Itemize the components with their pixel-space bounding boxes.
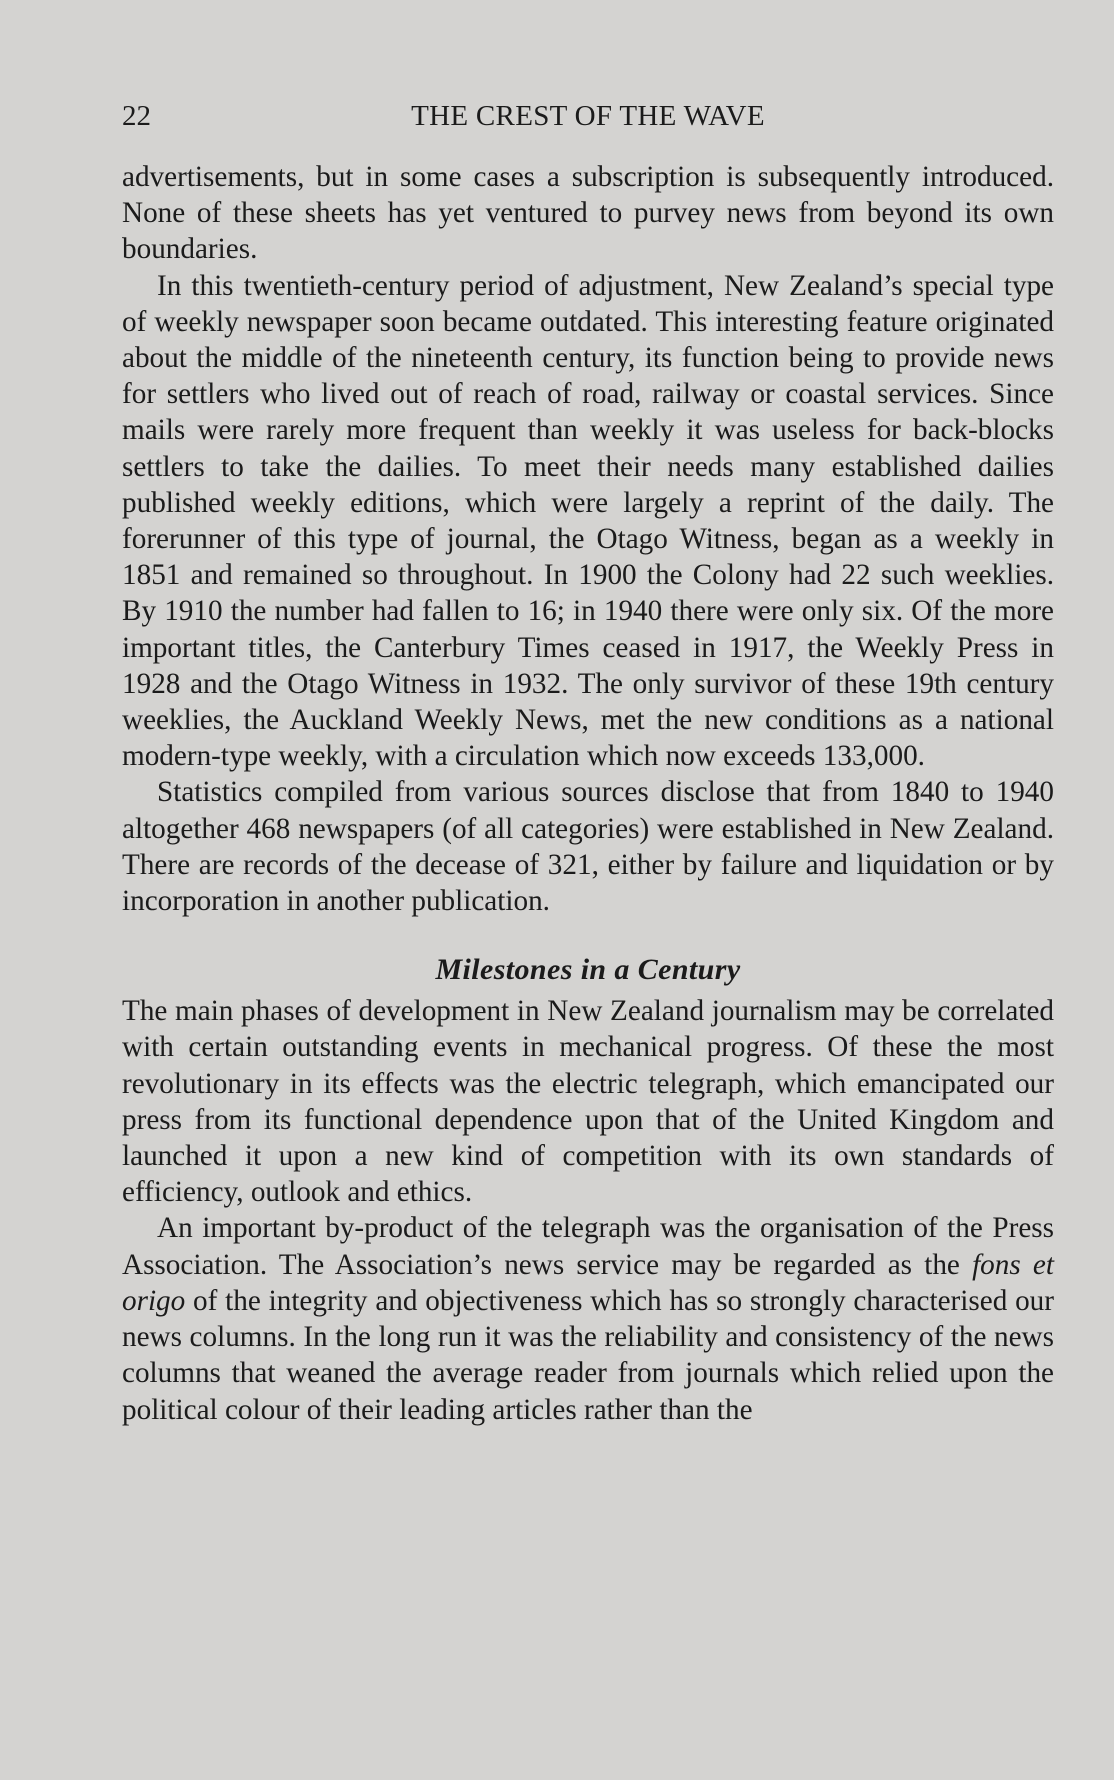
paragraph-5-text-before: An important by-product of the telegraph was the organisation of the Press Association. The Association’s news service may be regarded as the [122,1212,1054,1281]
page-number: 22 [122,100,151,132]
paragraph-2: In this twentieth-century period of adjustment, New Zealand’s special type of weekly newspaper soon became outdated. This interesting feature originated about the middle of the nineteenth century, its function being to provide news for settlers who lived out of reach of road, railway or coastal services. Since mails were rarely more frequent than weekly it was useless for back-blocks settlers to take the dailies. To meet their needs many established dailies published weekly editions, which were largely a reprint of the daily. The forerunner of this type of journal, the Otago Witness, began as a weekly in 1851 and remained so throughout. In 1900 the Colony had 22 such weeklies. By 1910 the number had fallen to 16; in 1940 there were only six. Of the more important titles, the Canterbury Times ceased in 1917, the Weekly Press in 1928 and the Otago Witness in 1932. The only survivor of these 19th century weeklies, the Auckland Weekly News, met the new conditions as a national modern-type weekly, with a circulation which now exceeds 133,000. [122,269,1054,773]
paragraph-4: The main phases of development in New Zealand journalism may be correlated with certain outstanding events in mechanical progress. Of these the most revolutionary in its effects was the electric telegraph, which emancipated our press from its functional dependence upon that of the United Kingdom and launched it upon a new kind of competition with its own standards of efficiency, outlook and ethics. [122,995,1054,1209]
running-head: THE CREST OF THE WAVE [411,100,765,132]
latin-phrase: fons et origo [122,1248,1054,1317]
body-text [122,159,1054,1428]
paragraph-5-text-after: of the integrity and objectiveness which has so strongly characterised our news columns. In the long run it was the reliability and consistency of the news columns that weaned the average reader from journals which relied upon the political colour of their leading articles rather than the [122,1284,1054,1426]
paragraph-5 [122,1210,1054,1427]
section-heading: Milestones in a Century [435,953,741,987]
paragraph-1: advertisements, but in some cases a subscription is subsequently introduced. None of these sheets has yet ventured to purvey news from beyond its own boundaries. [122,161,1054,266]
paragraph-3: Statistics compiled from various sources disclose that from 1840 to 1940 altogether 468 newspapers (of all categories) were established in New Zealand. There are records of the decease of 321, either by failure and liquidation or by incorporation in another publication. [122,776,1054,918]
page-header [122,96,1054,136]
